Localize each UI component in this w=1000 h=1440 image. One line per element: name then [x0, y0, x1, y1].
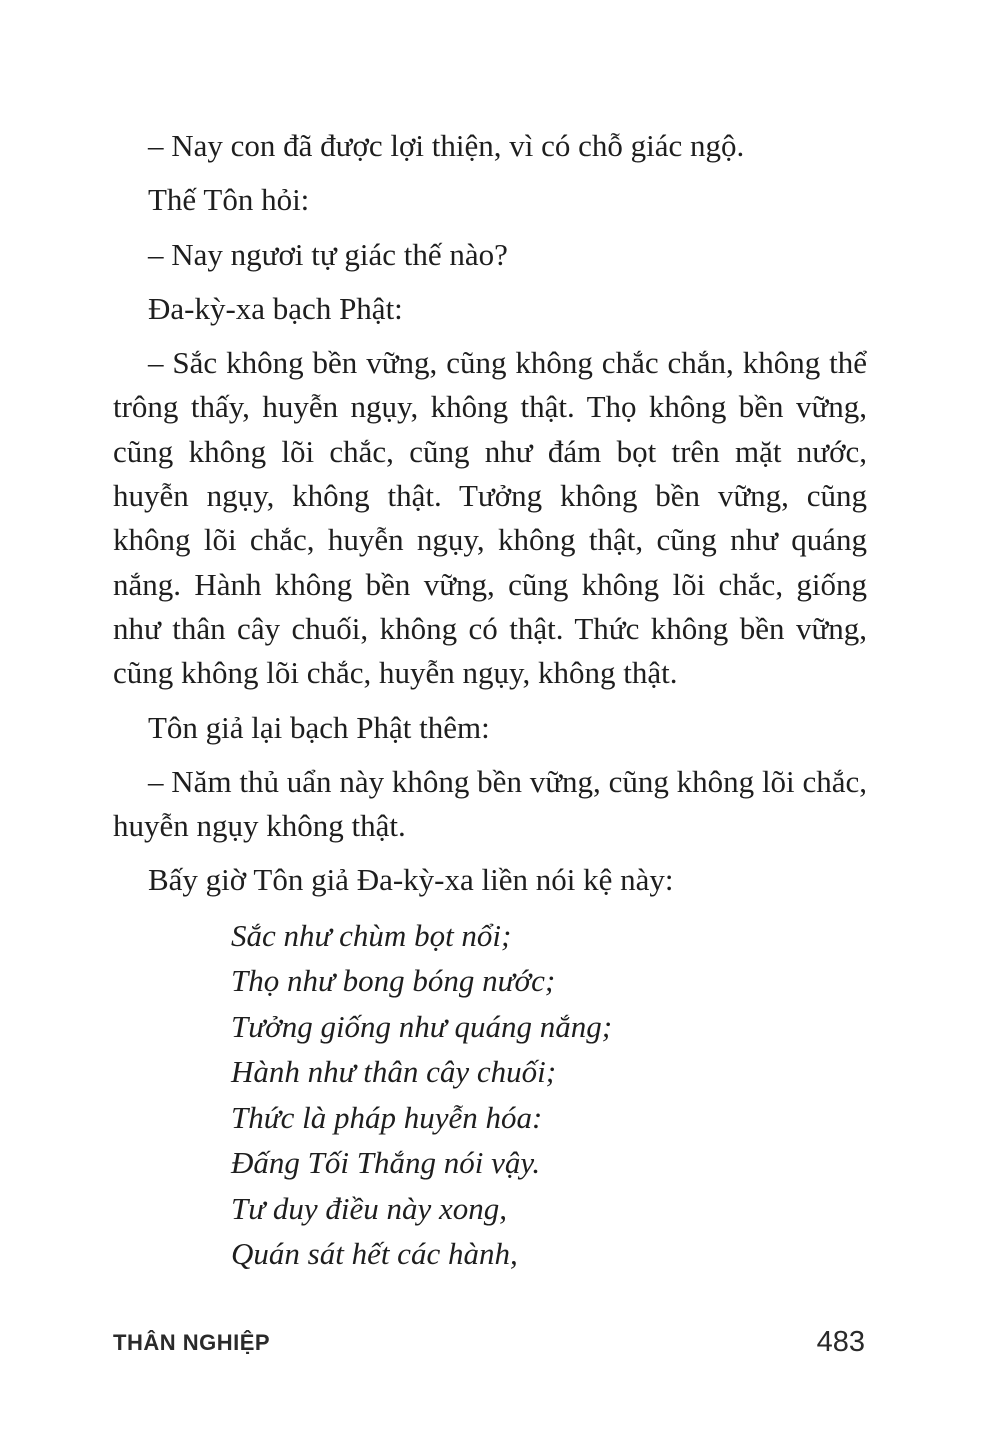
footer-section-title: THÂN NGHIỆP — [113, 1330, 271, 1355]
verse-line-8: Quán sát hết các hành, — [231, 1236, 518, 1272]
body-text — [113, 124, 867, 1277]
paragraph-5: – Sắc không bền vững, cũng không chắc chắn, không thể trông thấy, huyễn ngụy, không thật. Thọ không bền vững, cũng không lõi chắc, cũng như đám bọt trên mặt nước, huyễn ngụy, không thật. Tưởng không bền vững, cũng không lõi chắc, huyễn ngụy, không thật, cũng như quáng nắng. Hành không bền vững, cũng không lõi chắc, giống như thân cây chuối, không có thật. Thức không bền vững, cũng không lõi chắc, huyễn ngụy, không thật. — [113, 345, 867, 691]
verse-block — [113, 913, 867, 1277]
page-number: 483 — [816, 1326, 865, 1358]
verse-line-5: Thức là pháp huyễn hóa: — [231, 1099, 543, 1135]
paragraph-2: Thế Tôn hỏi: — [148, 182, 310, 218]
paragraph-3: – Nay ngươi tự giác thế nào? — [148, 236, 508, 272]
paragraph-4: Đa-kỳ-xa bạch Phật: — [148, 290, 403, 326]
paragraph-8: Bấy giờ Tôn giả Đa-kỳ-xa liền nói kệ này: — [148, 862, 674, 898]
paragraph-6: Tôn giả lại bạch Phật thêm: — [148, 709, 490, 745]
paragraph-7: – Năm thủ uẩn này không bền vững, cũng không lõi chắc, huyễn ngụy không thật. — [113, 763, 867, 844]
verse-line-2: Thọ như bong bóng nước; — [231, 963, 556, 999]
paragraph-1: – Nay con đã được lợi thiện, vì có chỗ giác ngộ. — [148, 128, 745, 163]
verse-line-3: Tưởng giống như quáng nắng; — [231, 1008, 613, 1044]
verse-line-6: Đấng Tối Thắng nói vậy. — [231, 1145, 541, 1181]
verse-line-4: Hành như thân cây chuối; — [231, 1054, 557, 1090]
verse-line-1: Sắc như chùm bọt nổi; — [231, 917, 512, 953]
verse-line-7: Tư duy điều này xong, — [231, 1190, 508, 1226]
